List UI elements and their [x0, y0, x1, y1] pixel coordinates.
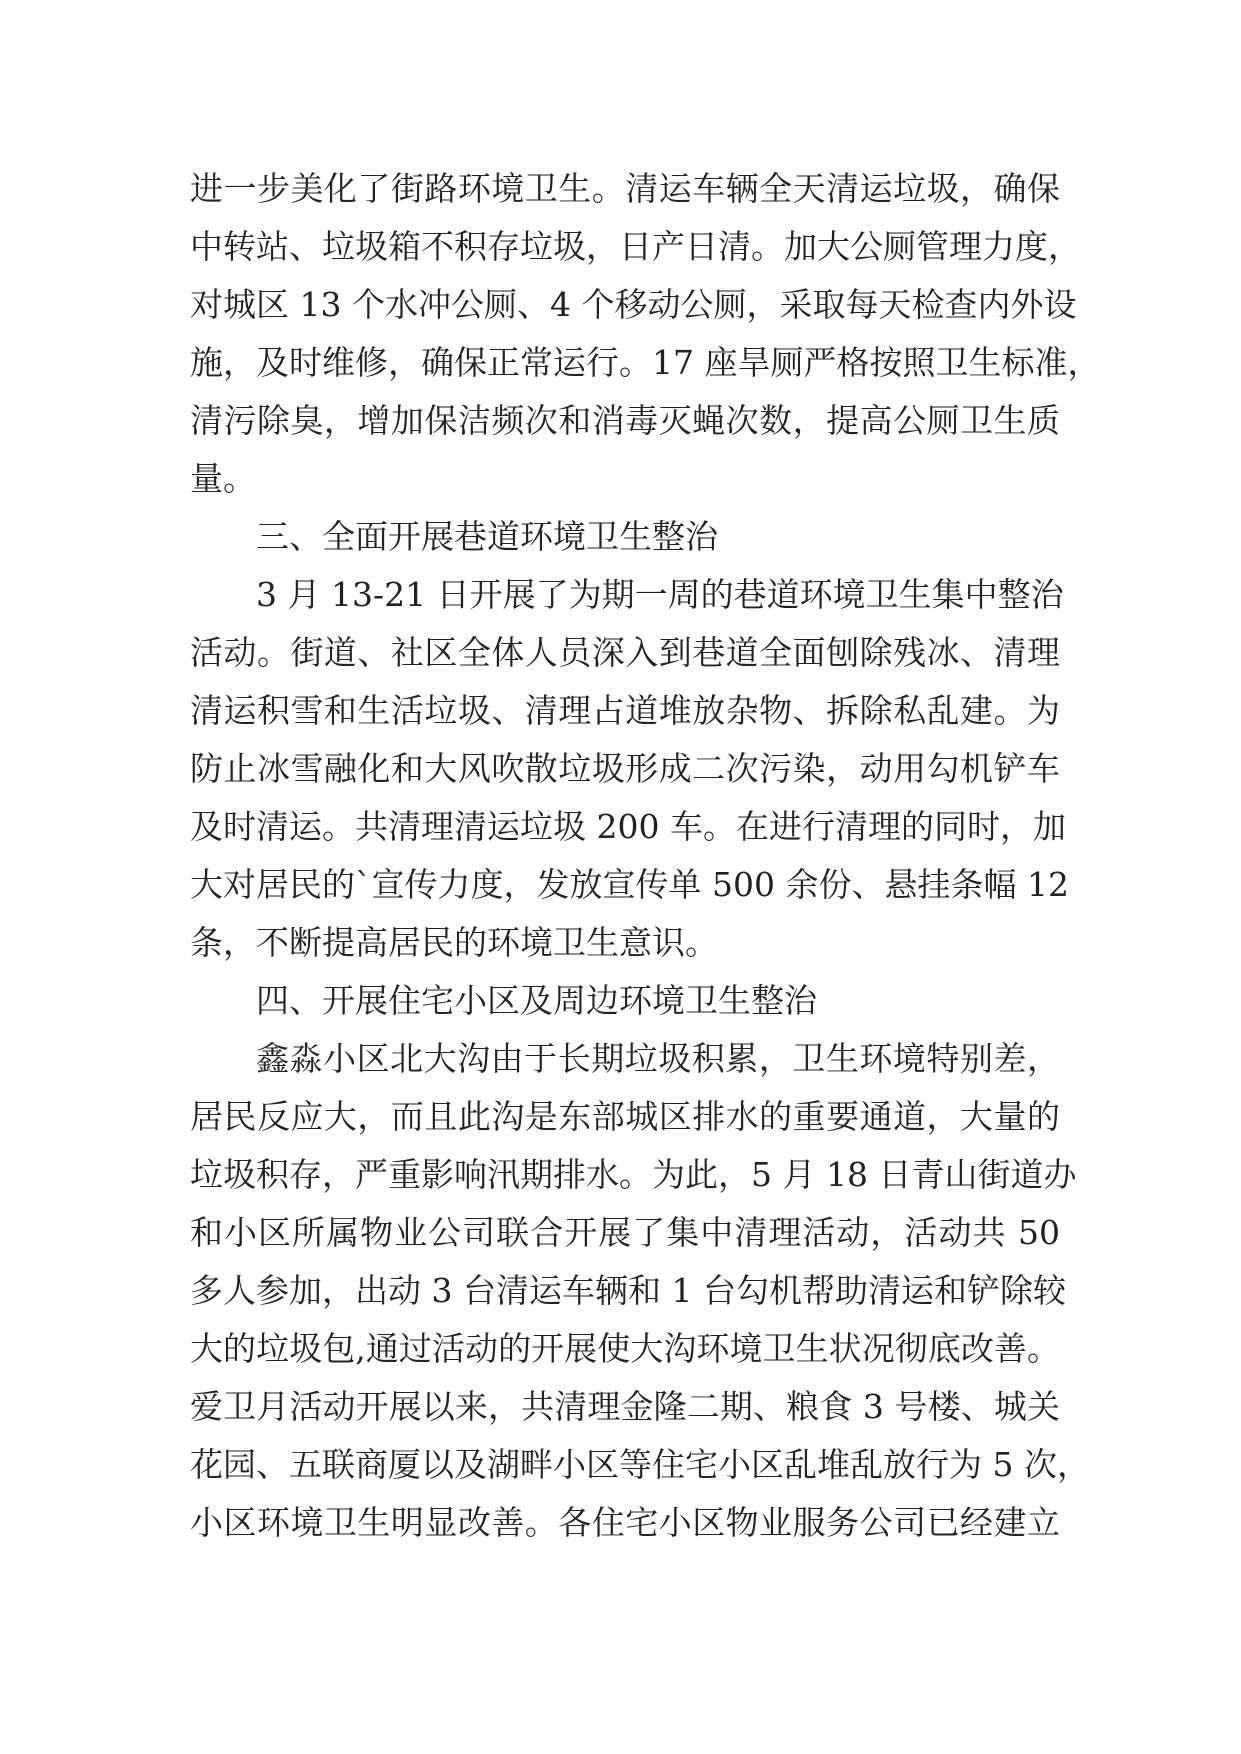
text-line: 和小区所属物业公司联合开展了集中清理活动，活动共 50	[190, 1213, 1060, 1252]
text-line: 对城区 13 个水冲公厕、4 个移动公厕，采取每天检查内外设	[190, 285, 1077, 324]
text-line: 中转站、垃圾箱不积存垃圾，日产日清。加大公厕管理力度，	[190, 227, 1081, 266]
text-line: 小区环境卫生明显改善。各住宅小区物业服务公司已经建立	[190, 1503, 1060, 1542]
text-line: 鑫淼小区北大沟由于长期垃圾积累，卫生环境特别差，	[256, 1039, 1060, 1078]
document-body	[190, 160, 1101, 1552]
text-line: 及时清运。共清理清运垃圾 200 车。在进行清理的同时，加	[190, 807, 1066, 846]
paragraph-alley-cleanup	[190, 566, 1069, 972]
section-heading-3: 三、全面开展巷道环境卫生整治	[256, 517, 718, 556]
text-line: 防止冰雪融化和大风吹散垃圾形成二次污染，动用勾机铲车	[190, 749, 1060, 788]
text-line: 花园、五联商厦以及湖畔小区等住宅小区乱堆乱放行为 5 次，	[190, 1445, 1090, 1484]
text-line: 条，不断提高居民的环境卫生意识。	[190, 923, 718, 962]
paragraph-residential-cleanup	[190, 1030, 1090, 1552]
text-line: 施，及时维修，确保正常运行。17 座旱厕严格按照卫生标准，	[190, 343, 1101, 382]
text-line: 大对居民的`宣传力度，发放宣传单 500 余份、悬挂条幅 12	[190, 865, 1069, 904]
section-heading-4: 四、开展住宅小区及周边环境卫生整治	[256, 981, 817, 1020]
text-line: 量。	[190, 459, 256, 498]
text-line: 进一步美化了街路环境卫生。清运车辆全天清运垃圾，确保	[190, 169, 1060, 208]
text-line: 清污除臭，增加保洁频次和消毒灭蝇次数，提高公厕卫生质	[190, 401, 1060, 440]
text-line: 活动。街道、社区全体人员深入到巷道全面刨除残冰、清理	[190, 633, 1060, 672]
text-line: 清运积雪和生活垃圾、清理占道堆放杂物、拆除私乱建。为	[190, 691, 1060, 730]
text-line: 垃圾积存，严重影响汛期排水。为此，5 月 18 日青山街道办	[190, 1155, 1077, 1194]
text-line: 爱卫月活动开展以来，共清理金隆二期、粮食 3 号楼、城关	[190, 1387, 1060, 1426]
paragraph-street-sanitation	[190, 160, 1101, 508]
text-line: 大的垃圾包,通过活动的开展使大沟环境卫生状况彻底改善。	[190, 1329, 1060, 1368]
text-line: 3 月 13-21 日开展了为期一周的巷道环境卫生集中整治	[256, 575, 1064, 614]
text-line: 居民反应大，而且此沟是东部城区排水的重要通道，大量的	[190, 1097, 1060, 1136]
text-line: 多人参加，出动 3 台清运车辆和 1 台勾机帮助清运和铲除较	[190, 1271, 1066, 1310]
